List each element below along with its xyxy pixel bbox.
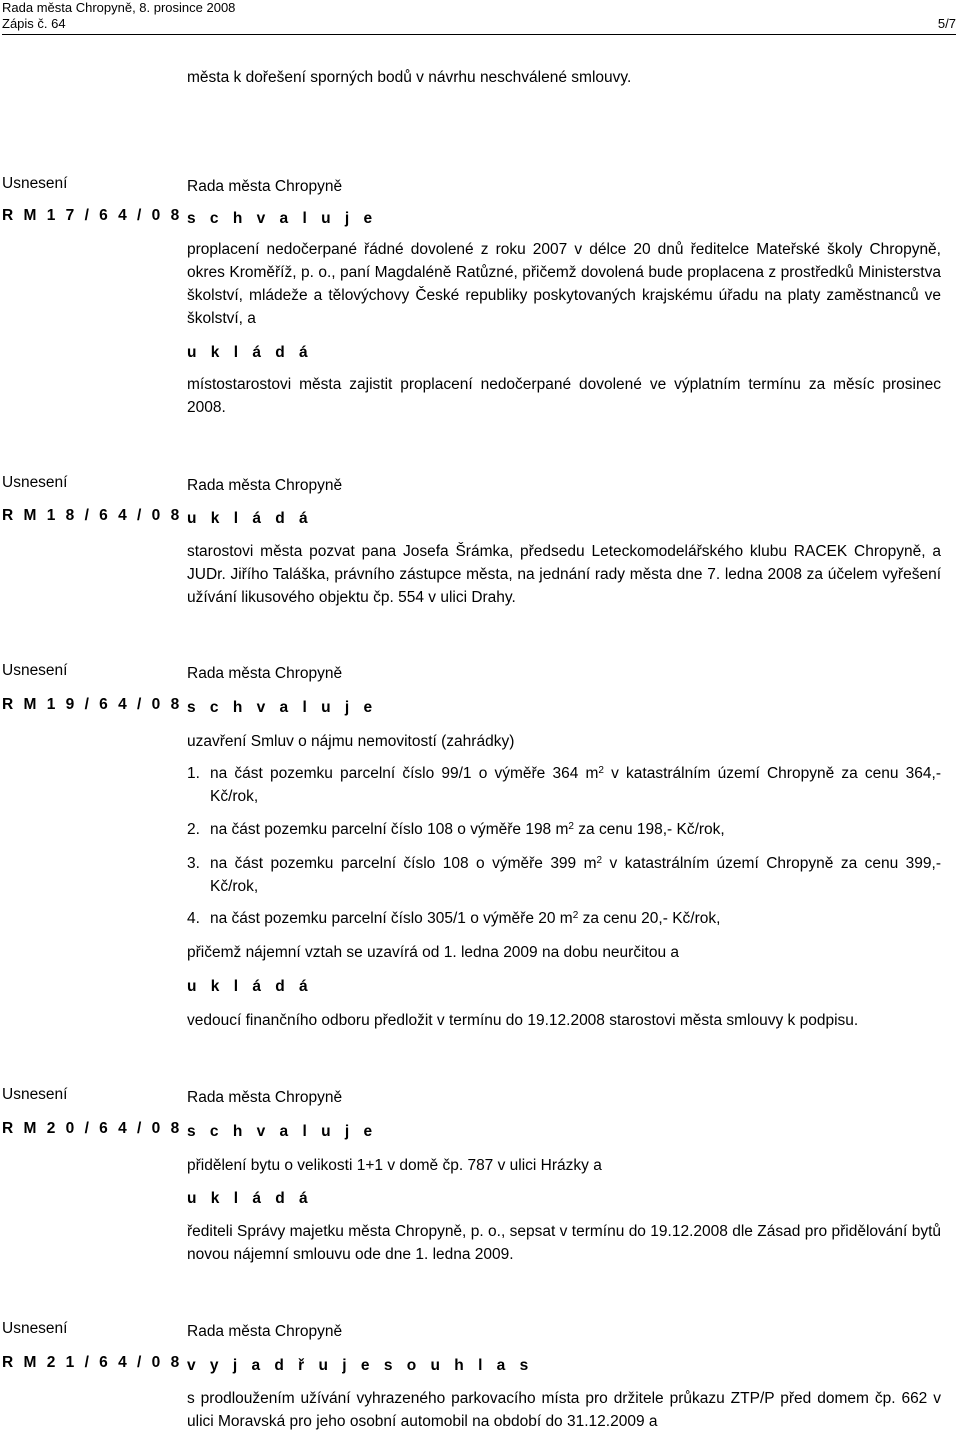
list-item-text: v katastrálním území Chropyně za cenu 364,- Kč/rok,	[210, 765, 941, 805]
resolution-body: Rada města Chropyně	[187, 1323, 343, 1340]
resolution-label: Usnesení	[2, 1086, 68, 1103]
resolution-text: s prodloužením užívání vyhrazeného parkovacího místa pro držitele průkazu ZTP/P před domem čp. 662 v ulici Moravská pro jeho osobní automobil na období do 31.12.2009 a	[187, 1390, 941, 1430]
resolution-text: starostovi města pozvat pana Josefa Šrámka, předsedu Leteckomodelářského klubu RACEK Chropyně, a JUDr. Jiřího Taláška, právního zástupce města, na jednání rady města dne 7. ledna 2008 za účelem vyřešení užívání likusového objektu čp. 554 v ulici Drahy.	[187, 543, 941, 606]
header-title: Rada města Chropyně, 8. prosince 2008	[2, 0, 236, 15]
resolution-text: místostarostovi města zajistit proplacení nedočerpané dovolené ve výplatním termínu za měsíc prosinec 2008.	[187, 376, 941, 416]
resolution-body: Rada města Chropyně	[187, 477, 343, 494]
resolution-label: Usnesení	[2, 1320, 68, 1337]
resolution-code: R M 1 9 / 6 4 / 0 8	[2, 696, 183, 713]
resolution-text: uzavření Smluv o nájmu nemovitostí (zahrádky)	[187, 733, 515, 750]
list-item-number: 1.	[187, 765, 200, 782]
list-item	[187, 907, 941, 930]
resolution-code: R M 2 0 / 6 4 / 0 8	[2, 1120, 183, 1137]
list-item	[187, 818, 941, 841]
resolution-verb: s c h v a l u j e	[187, 699, 378, 716]
list-item-text: na část pozemku parcelní číslo 108 o výměře 399 m	[210, 855, 597, 872]
list-item-text: za cenu 198,- Kč/rok,	[573, 821, 725, 838]
list-item-number: 4.	[187, 910, 200, 927]
resolution-verb: v y j a d ř u j e s o u h l a s	[187, 1357, 534, 1374]
resolution-verb: u k l á d á	[187, 510, 313, 527]
list-item-text: na část pozemku parcelní číslo 99/1 o výměře 364 m	[210, 765, 599, 782]
resolution-label: Usnesení	[2, 474, 68, 491]
resolution-verb: s c h v a l u j e	[187, 1123, 378, 1140]
list-item-number: 3.	[187, 855, 200, 872]
page-header	[2, 0, 956, 35]
resolution-code: R M 1 7 / 6 4 / 0 8	[2, 207, 183, 224]
resolution-verb: u k l á d á	[187, 344, 313, 361]
superscript: 2	[596, 855, 603, 866]
resolution-text: řediteli Správy majetku města Chropyně, p. o., sepsat v termínu do 19.12.2008 dle Zásad pro přidělování bytů novou nájemní smlouvu ode dne 1. ledna 2009.	[187, 1223, 941, 1263]
list-item-text: na část pozemku parcelní číslo 108 o výměře 198 m	[210, 821, 569, 838]
resolution-body: Rada města Chropyně	[187, 665, 343, 682]
continuation-text: města k dořešení sporných bodů v návrhu neschválené smlouvy.	[187, 69, 632, 86]
superscript: 2	[598, 765, 604, 776]
resolution-code: R M 1 8 / 6 4 / 0 8	[2, 507, 183, 524]
resolution-verb: u k l á d á	[187, 978, 313, 995]
resolution-text: přičemž nájemní vztah se uzavírá od 1. ledna 2009 na dobu neurčitou a	[187, 944, 680, 961]
resolution-text: vedoucí finančního odboru předložit v termínu do 19.12.2008 starostovi města smlouvy k podpisu.	[187, 1012, 859, 1029]
list-item-text: v katastrálním území Chropyně za cenu 399,- Kč/rok,	[210, 855, 942, 895]
resolution-verb: s c h v a l u j e	[187, 210, 378, 227]
resolution-text: přidělení bytu o velikosti 1+1 v domě čp. 787 v ulici Hrázky a	[187, 1157, 602, 1174]
list-item	[187, 852, 941, 898]
list-item-text: na část pozemku parcelní číslo 305/1 o výměře 20 m	[210, 910, 573, 927]
resolution-label: Usnesení	[2, 662, 68, 679]
superscript: 2	[572, 910, 579, 921]
resolution-code: R M 2 1 / 6 4 / 0 8	[2, 1354, 183, 1371]
resolution-body: Rada města Chropyně	[187, 178, 343, 195]
resolution-body: Rada města Chropyně	[187, 1089, 343, 1106]
resolution-label: Usnesení	[2, 175, 68, 192]
superscript: 2	[568, 821, 574, 832]
page-number: 5/7	[937, 16, 956, 31]
list-item-number: 2.	[187, 821, 200, 838]
header-minutes-number: Zápis č. 64	[2, 16, 66, 31]
resolution-text: proplacení nedočerpané řádné dovolené z roku 2007 v délce 20 dnů ředitelce Mateřské školy Chropyně, okres Kroměříž, p. o., paní Magdaléně Ratůzné, přičemž dovolená bude proplacena z prostředků Ministerstva školství, mládeže a tělovýchovy České republiky poskytovaných krajskému úřadu na platy zaměstnanců ve školství, a	[187, 241, 941, 327]
list-item	[187, 762, 941, 808]
list-item-text: za cenu 20,- Kč/rok,	[578, 910, 721, 927]
resolution-verb: u k l á d á	[187, 1190, 313, 1207]
